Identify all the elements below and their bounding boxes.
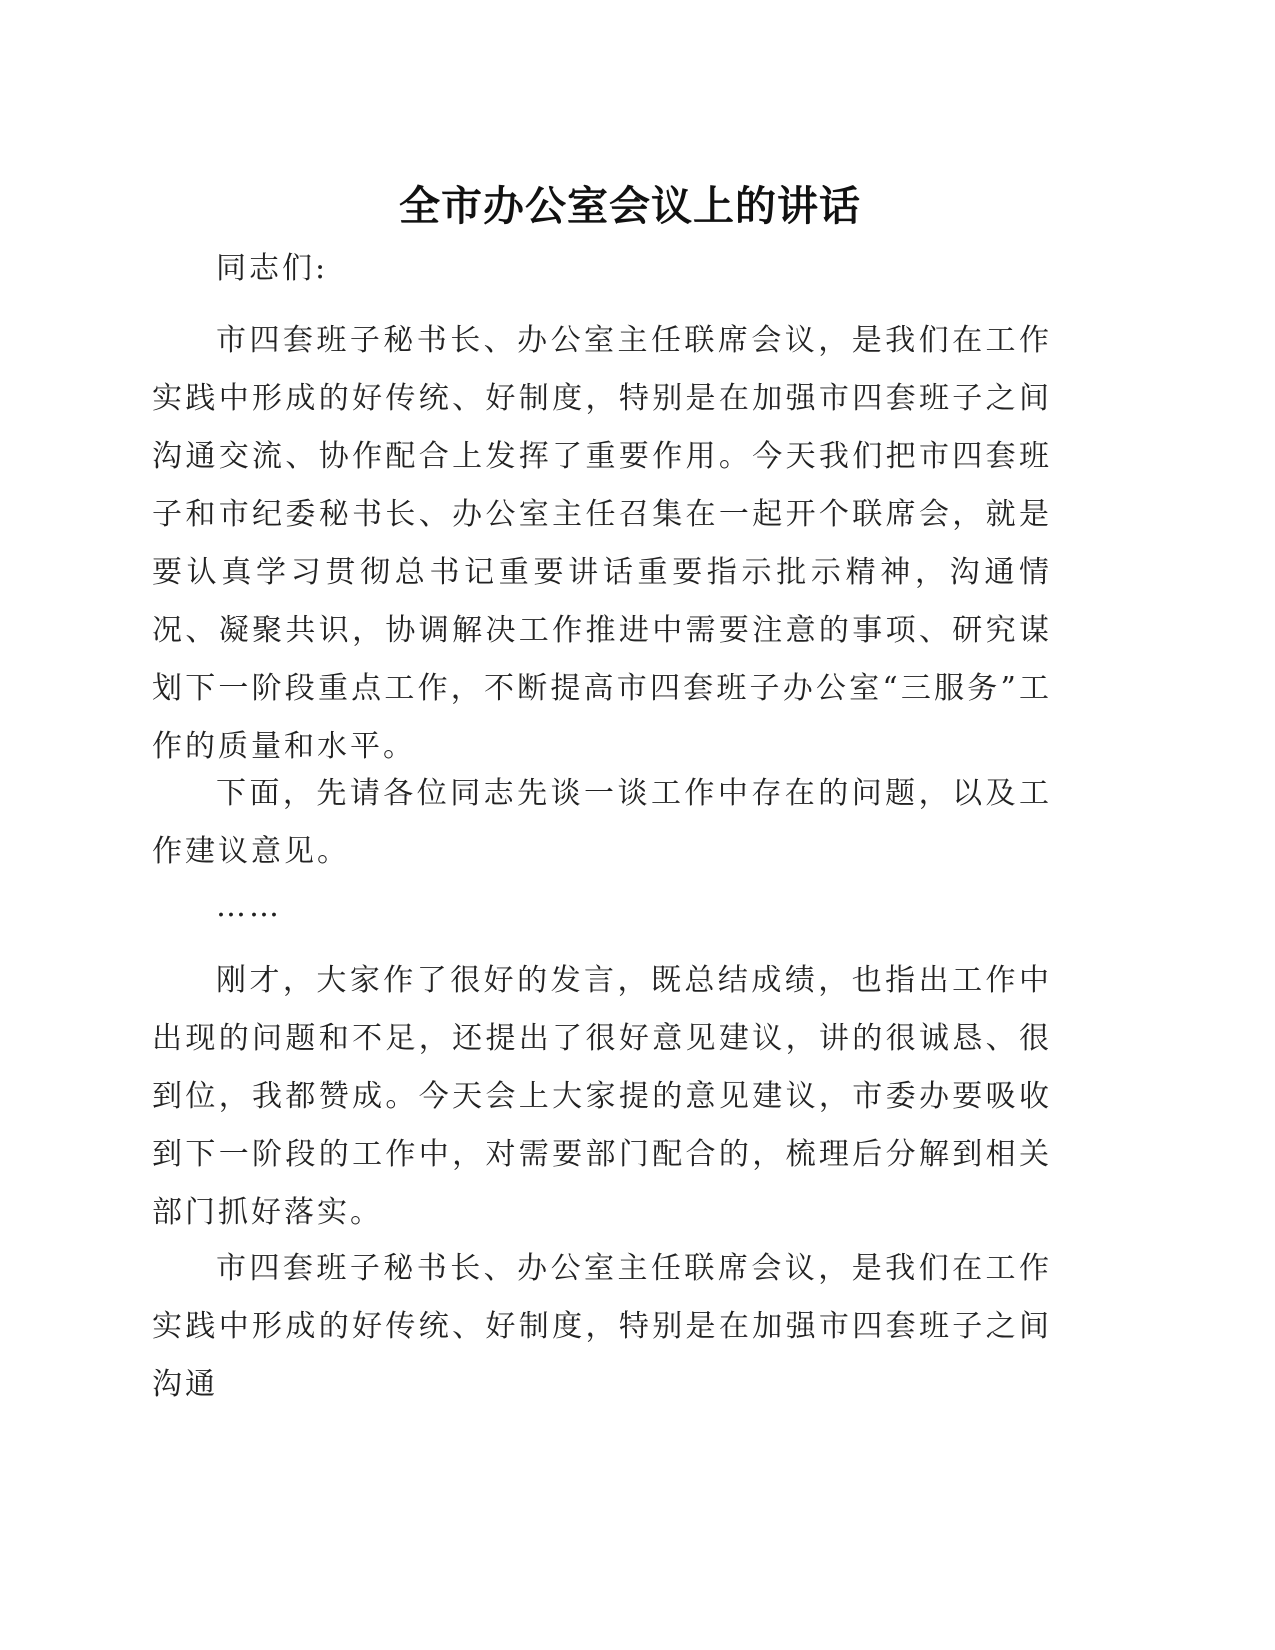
- document-title: 全市办公室会议上的讲话: [399, 182, 861, 230]
- paragraph-3: 刚才，大家作了很好的发言，既总结成绩，也指出工作中出现的问题和不足，还提出了很好意见建议，讲的很诚恳、很到位，我都赞成。今天会上大家提的意见建议，市委办要吸收到下一阶段的工作中，对需要部门配合的，梳理后分解到相关部门抓好落实。: [152, 963, 1052, 1230]
- ellipsis-paragraph: ……: [216, 889, 282, 924]
- paragraph-2: 下面，先请各位同志先谈一谈工作中存在的问题，以及工作建议意见。: [152, 776, 1052, 869]
- salutation: 同志们:: [216, 251, 329, 286]
- paragraph-4: 市四套班子秘书长、办公室主任联席会议，是我们在工作实践中形成的好传统、好制度，特别是在加强市四套班子之间沟通: [152, 1251, 1052, 1402]
- paragraph-1: 市四套班子秘书长、办公室主任联席会议，是我们在工作实践中形成的好传统、好制度，特别是在加强市四套班子之间沟通交流、协作配合上发挥了重要作用。今天我们把市四套班子和市纪委秘书长、办公室主任召集在一起开个联席会，就是要认真学习贯彻总书记重要讲话重要指示批示精神，沟通情况、凝聚共识，协调解决工作推进中需要注意的事项、研究谋划下一阶段重点工作，不断提高市四套班子办公室“三服务”工作的质量和水平。: [152, 323, 1052, 764]
